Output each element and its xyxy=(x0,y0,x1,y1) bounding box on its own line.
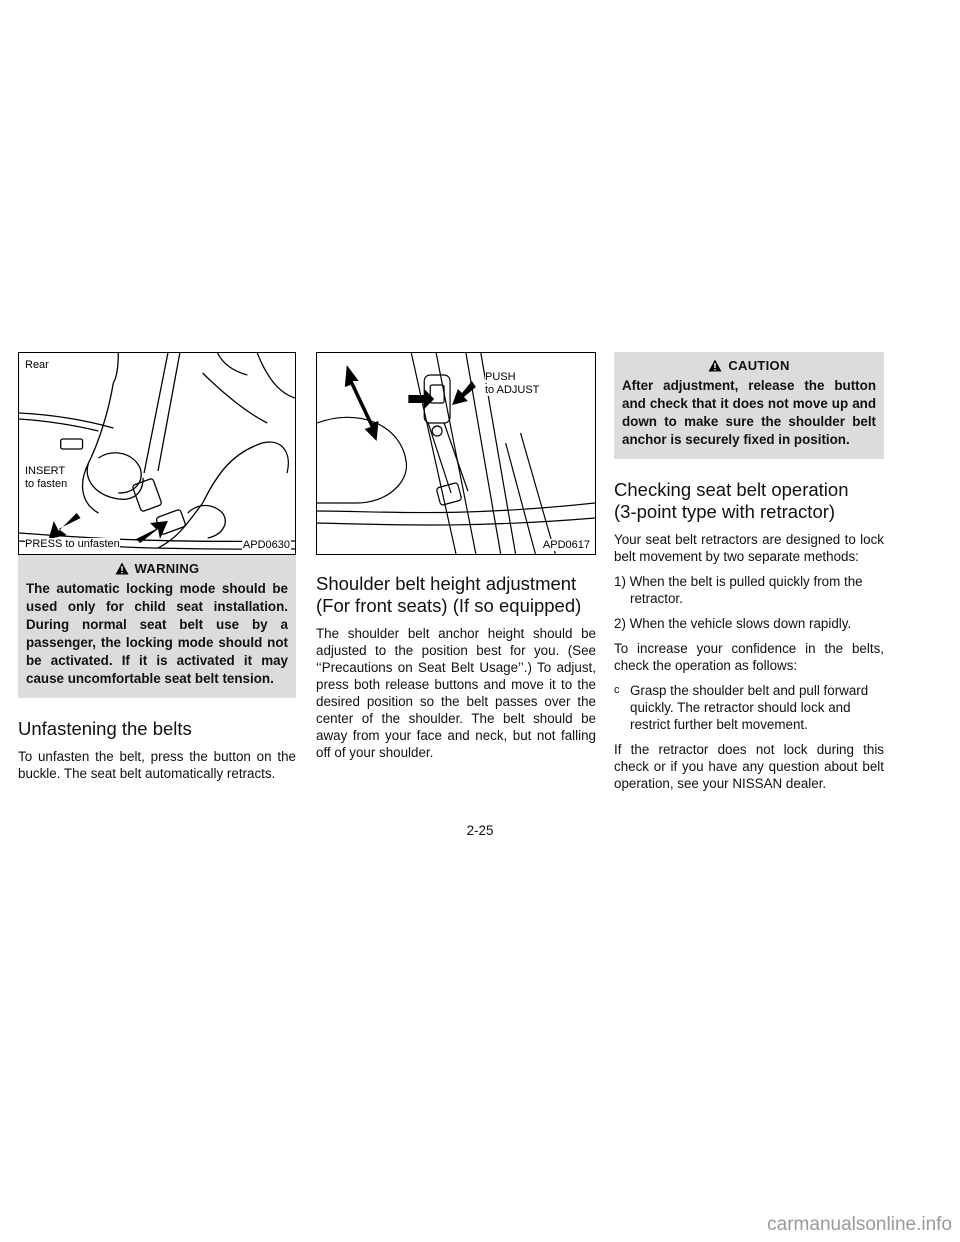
heading-unfastening: Unfastening the belts xyxy=(18,718,192,739)
paragraph-checking-closing: If the retractor does not lock during this check or if you have any question about belt operation, see your NISSAN dealer. xyxy=(614,742,884,791)
seatbelt-buckle-illustration xyxy=(19,353,295,554)
column-right xyxy=(614,352,884,800)
figure-label-push: PUSH xyxy=(485,371,516,383)
warning-triangle-icon xyxy=(708,359,722,372)
caution-box xyxy=(614,352,884,459)
caution-title: CAUTION xyxy=(728,358,790,373)
heading-line-1: Checking seat belt operation xyxy=(614,479,849,500)
shoulder-belt-adjuster-illustration xyxy=(317,353,595,554)
paragraph-checking-confidence: To increase your confidence in the belts, check the operation as follows: xyxy=(614,641,884,673)
figure-seatbelt-buckle xyxy=(18,352,296,555)
heading-line-1: Shoulder belt height adjustment xyxy=(316,573,577,594)
list-item: 1) When the belt is pulled quickly from the retractor. xyxy=(614,574,863,606)
heading-shoulder-adjustment xyxy=(316,573,596,617)
bullet-text: Grasp the shoulder belt and pull forward quickly. The retractor should lock and restrict further belt movement. xyxy=(630,683,869,732)
bullet-item xyxy=(614,682,884,733)
bullet-glyph: c xyxy=(614,684,620,696)
page-number: 2-25 xyxy=(466,823,494,838)
warning-triangle-icon xyxy=(115,562,129,575)
figure-label-to-adjust: to ADJUST xyxy=(485,384,540,396)
caution-body: After adjustment, release the button and check that it does not move up and down to make sure the shoulder belt anchor is securely fixed in position. xyxy=(622,378,876,447)
figure-code: APD0617 xyxy=(542,539,590,551)
figure-label-rear: Rear xyxy=(25,359,49,371)
paragraph-unfastening: To unfasten the belt, press the button on the buckle. The seat belt automatically retracts. xyxy=(18,749,296,781)
heading-line-2: (For front seats) (If so equipped) xyxy=(316,595,582,616)
list-item: 2) When the vehicle slows down rapidly. xyxy=(614,616,852,631)
figure-label-press-to-unfasten: PRESS to unfasten xyxy=(25,538,120,550)
warning-box xyxy=(18,555,296,698)
figure-shoulder-adjust xyxy=(316,352,596,555)
watermark: carmanualsonline.info xyxy=(767,1214,952,1235)
paragraph-checking-intro: Your seat belt retractors are designed to lock belt movement by two separate methods: xyxy=(614,532,884,564)
warning-title: WARNING xyxy=(134,561,200,576)
figure-label-to-fasten: to fasten xyxy=(25,478,68,490)
paragraph-shoulder-adjustment: The shoulder belt anchor height should be adjusted to the position best for you. (See ‘‘Precautions on Seat Belt Usage’’.) To adjust, press both release buttons and move it to the desired position so the belt passes over the center of the shoulder. The belt should be away from your face and neck, but not falling off of your shoulder. xyxy=(316,626,596,760)
warning-body: The automatic locking mode should be used only for child seat installation. During normal seat belt use by a passenger, the locking mode should not be activated. If it is activated it may cause uncomfortable seat belt tension. xyxy=(26,581,288,686)
column-middle xyxy=(316,352,596,769)
figure-code: APD0630 xyxy=(242,539,290,551)
figure-label-insert: INSERT xyxy=(25,465,66,477)
heading-line-2: (3-point type with retractor) xyxy=(614,501,836,522)
column-left xyxy=(18,352,296,790)
heading-checking-operation xyxy=(614,479,884,523)
